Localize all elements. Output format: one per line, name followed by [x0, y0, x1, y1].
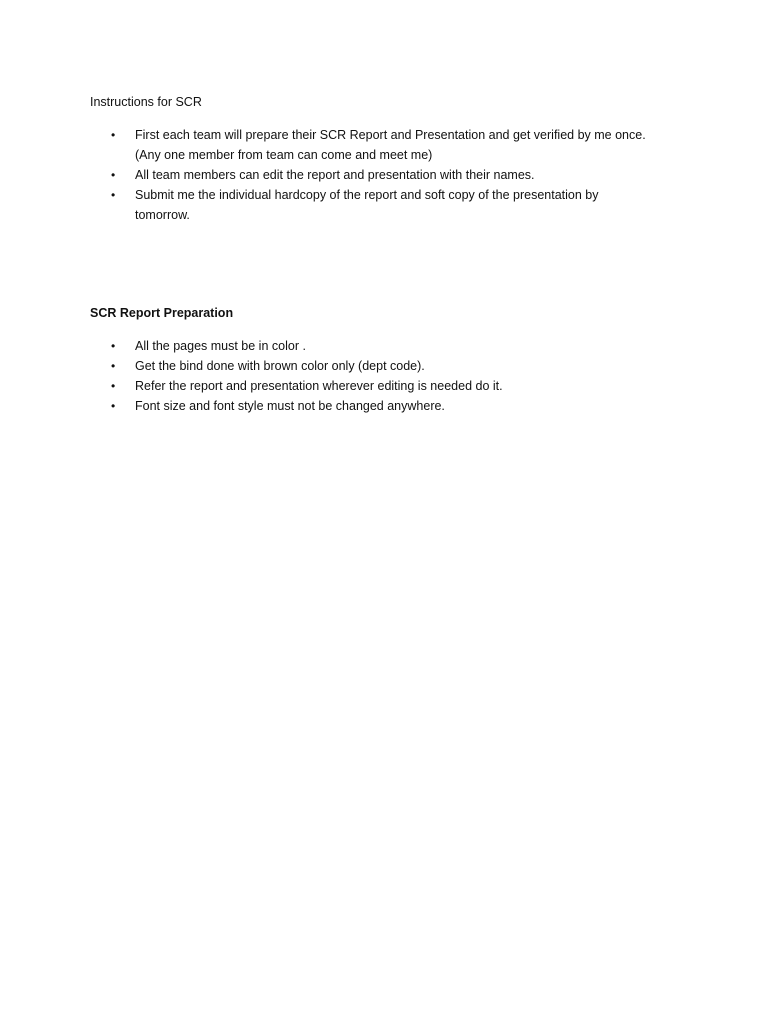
report-preparation-list: [90, 336, 690, 416]
bullet-icon: •: [111, 399, 116, 413]
bullet-icon: •: [111, 339, 116, 353]
list-item-text: Submit me the individual hardcopy of the report and soft copy of the presentation by tomorrow.: [135, 188, 599, 222]
list-item-text: First each team will prepare their SCR Report and Presentation and get verified by me once. (Any one member from team can come and meet me): [135, 128, 646, 162]
bullet-icon: •: [111, 168, 116, 182]
section-heading-report-preparation: SCR Report Preparation: [90, 306, 234, 320]
list-item: [90, 396, 690, 416]
list-item-text: Font size and font style must not be changed anywhere.: [135, 399, 445, 413]
list-item: [90, 185, 690, 225]
bullet-icon: •: [111, 359, 116, 373]
instructions-list: [90, 125, 690, 225]
list-item-text: All the pages must be in color .: [135, 339, 306, 353]
list-item: [90, 376, 690, 396]
list-item-text: Get the bind done with brown color only (dept code).: [135, 359, 425, 373]
list-item-text: All team members can edit the report and presentation with their names.: [135, 168, 535, 182]
bullet-icon: •: [111, 188, 116, 202]
list-item: [90, 165, 690, 185]
bullet-icon: •: [111, 128, 116, 142]
section-heading-instructions: Instructions for SCR: [90, 95, 202, 109]
list-item: [90, 336, 690, 356]
list-item-text: Refer the report and presentation wherever editing is needed do it.: [135, 379, 503, 393]
bullet-icon: •: [111, 379, 116, 393]
list-item: [90, 356, 690, 376]
list-item: [90, 125, 690, 165]
